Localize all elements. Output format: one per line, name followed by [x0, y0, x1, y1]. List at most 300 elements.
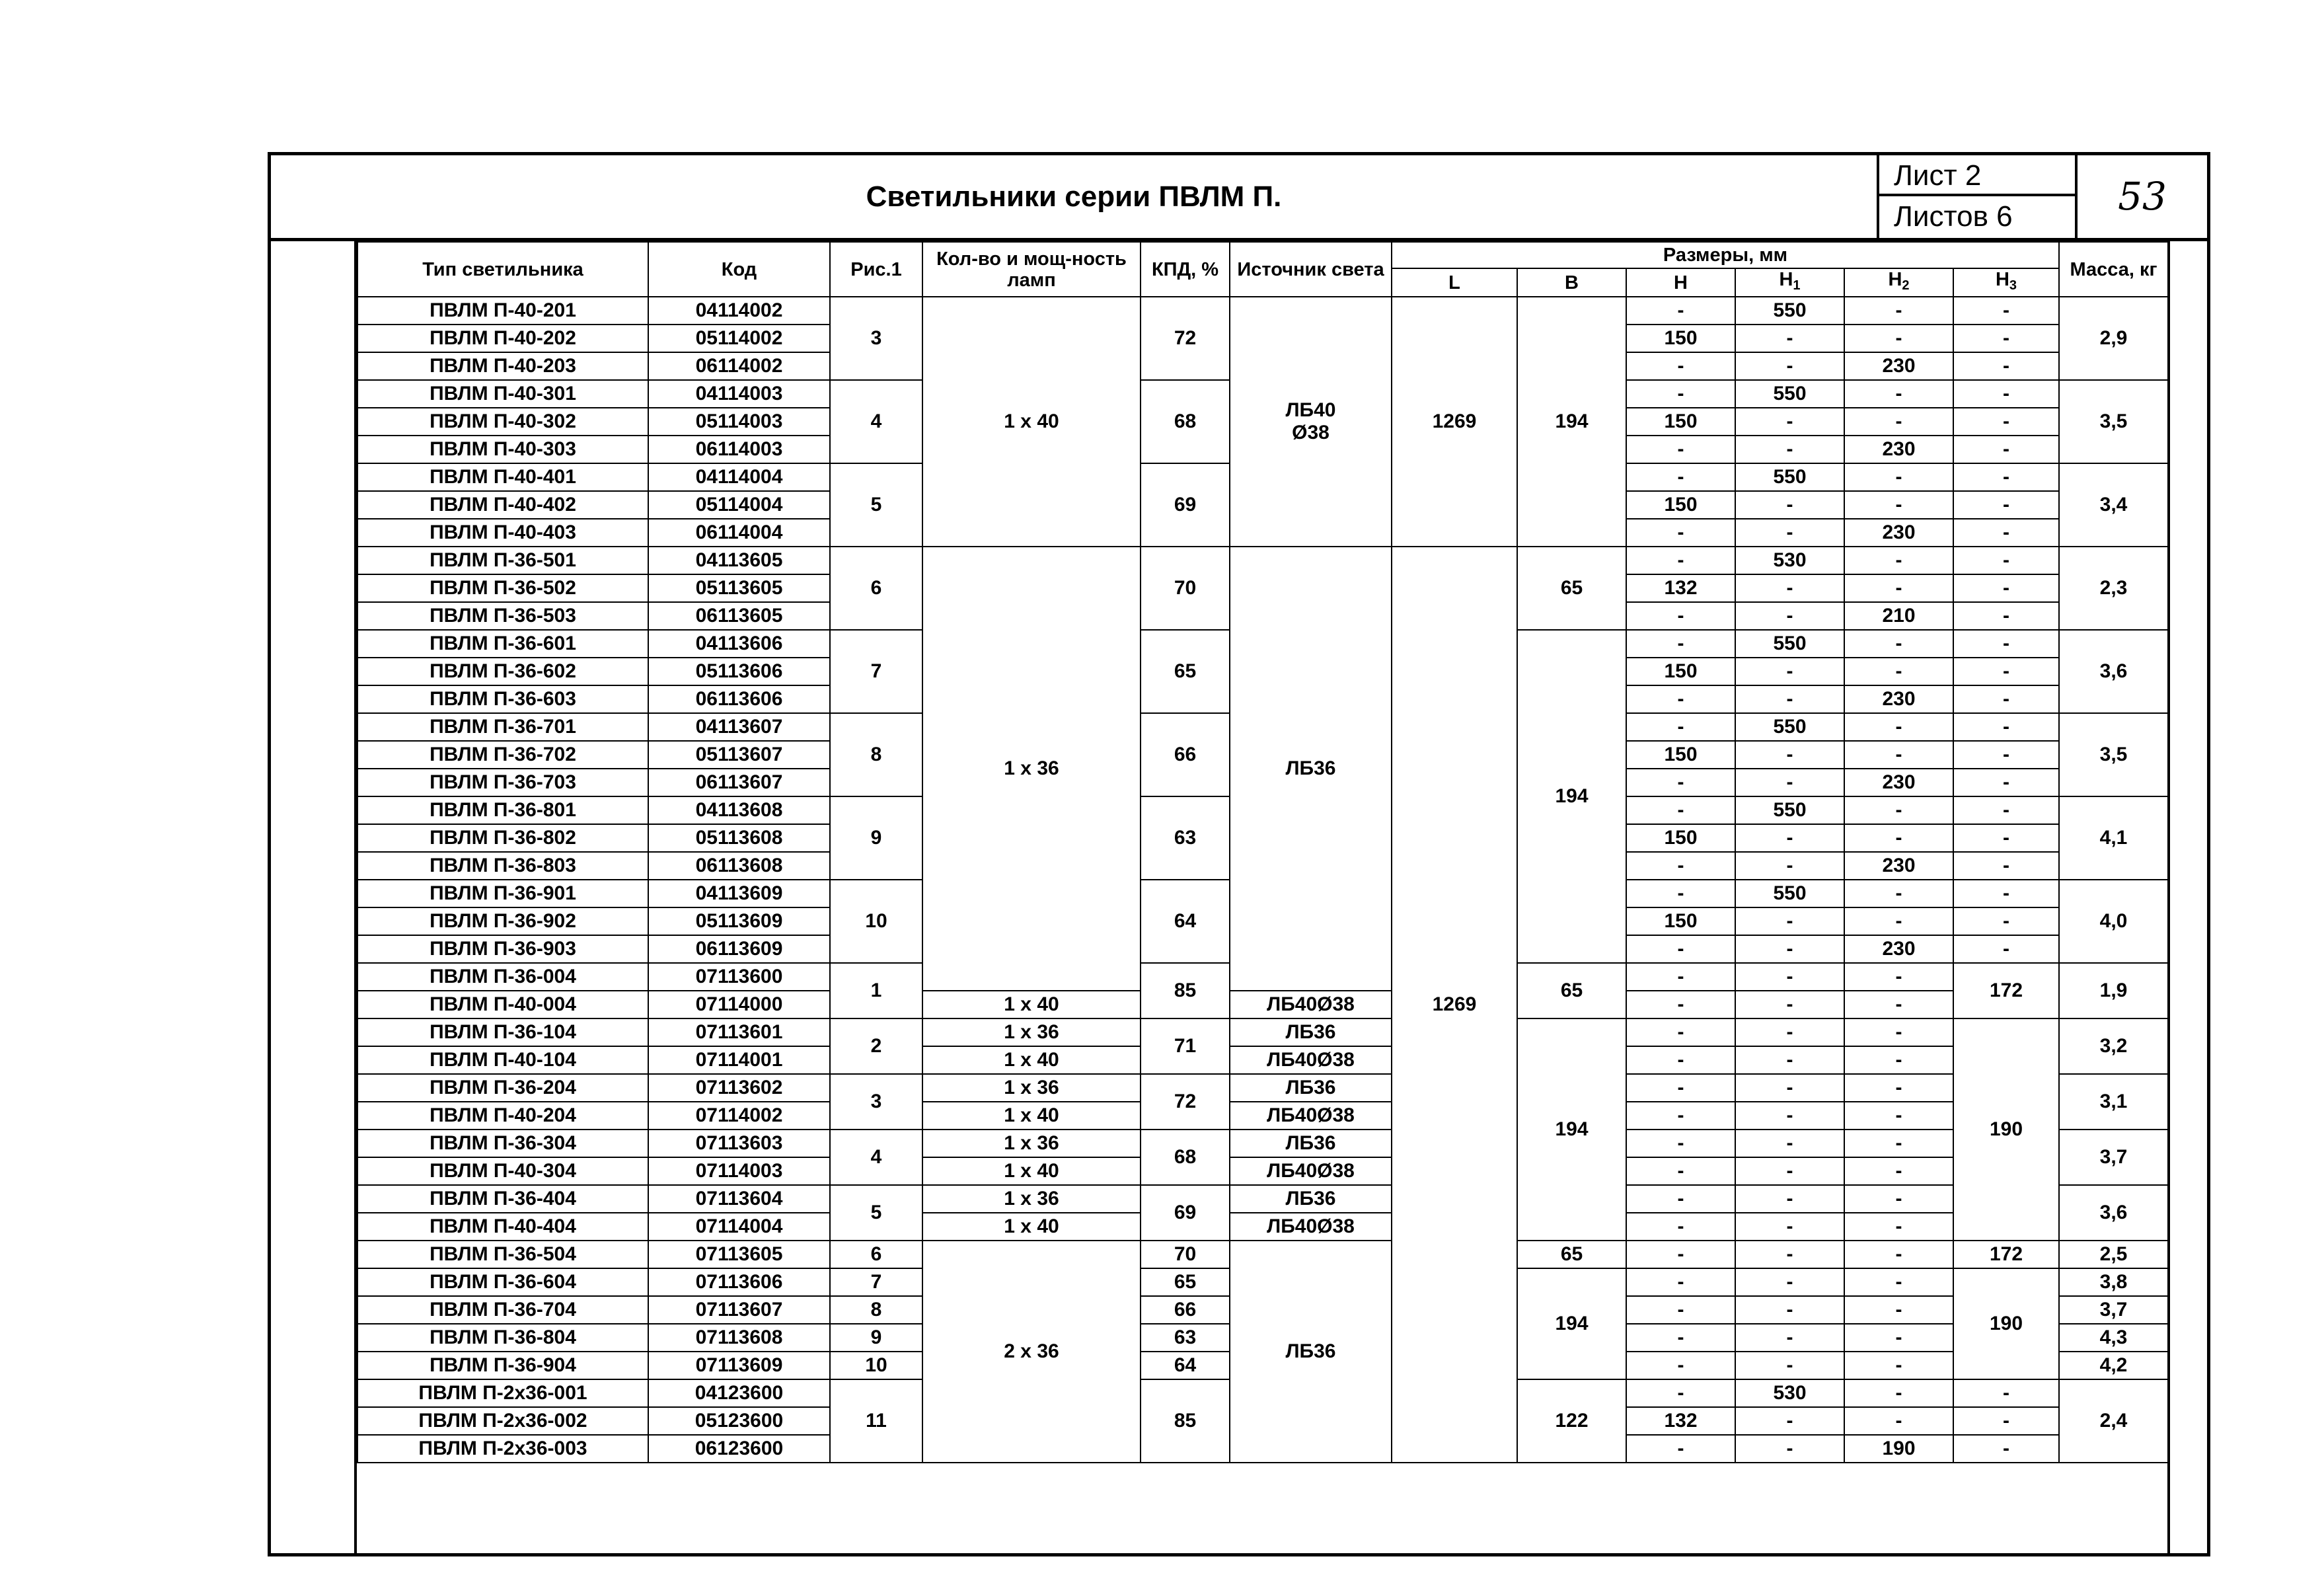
cell-H3: - [1953, 325, 2059, 352]
cell-mass: 3,4 [2059, 463, 2168, 547]
cell-H3: - [1953, 852, 2059, 880]
cell-type: ПВЛМ П-2х36-003 [357, 1435, 648, 1463]
cell-code: 05114002 [648, 325, 830, 352]
cell-B: 194 [1517, 1268, 1626, 1379]
cell-B: 194 [1517, 1018, 1626, 1241]
cell-H2: - [1844, 1407, 1953, 1435]
cell-type: ПВЛМ П-36-104 [357, 1018, 648, 1046]
cell-H: - [1626, 880, 1735, 907]
cell-mass: 2,3 [2059, 547, 2168, 630]
cell-type: ПВЛМ П-40-201 [357, 297, 648, 325]
cell-eff: 64 [1141, 880, 1230, 963]
cell-H1: - [1735, 1241, 1844, 1268]
table-row [357, 297, 2168, 325]
cell-mass: 3,2 [2059, 1018, 2168, 1074]
col-header-B: B [1517, 268, 1626, 297]
cell-H1: - [1735, 991, 1844, 1018]
cell-source: ЛБ40Ø38 [1230, 1102, 1392, 1130]
cell-H1: - [1735, 1296, 1844, 1324]
cell-H: - [1626, 547, 1735, 574]
cell-H: - [1626, 1074, 1735, 1102]
cell-type: ПВЛМ П-36-501 [357, 547, 648, 574]
col-header-code: Код [648, 242, 830, 297]
cell-H1: 550 [1735, 297, 1844, 325]
cell-H3: - [1953, 880, 2059, 907]
cell-H1: - [1735, 1213, 1844, 1241]
cell-lamps: 1 x 40 [922, 1213, 1141, 1241]
cell-H3: - [1953, 547, 2059, 574]
cell-eff: 66 [1141, 1296, 1230, 1324]
cell-type: ПВЛМ П-36-304 [357, 1130, 648, 1157]
cell-H: - [1626, 1046, 1735, 1074]
cell-code: 07113607 [648, 1296, 830, 1324]
cell-eff: 65 [1141, 630, 1230, 713]
cell-H: 150 [1626, 741, 1735, 769]
cell-H: - [1626, 1241, 1735, 1268]
cell-eff: 72 [1141, 297, 1230, 380]
table-body [357, 297, 2168, 1463]
cell-eff: 72 [1141, 1074, 1230, 1130]
cell-source: ЛБ36 [1230, 1018, 1392, 1046]
cell-H3: - [1953, 685, 2059, 713]
cell-H1: - [1735, 658, 1844, 685]
table-row [357, 1018, 2168, 1046]
cell-fig: 7 [830, 630, 922, 713]
cell-code: 07113604 [648, 1185, 830, 1213]
cell-fig: 9 [830, 1324, 922, 1352]
cell-fig: 6 [830, 1241, 922, 1268]
cell-H3: - [1953, 1379, 2059, 1407]
cell-source: ЛБ36 [1230, 1074, 1392, 1102]
cell-code: 06113607 [648, 769, 830, 796]
sheet-label: Лист 2 [1879, 155, 2075, 196]
cell-code: 06123600 [648, 1435, 830, 1463]
page-title: Светильники серии ПВЛМ П. [866, 180, 1282, 213]
cell-H2: - [1844, 1241, 1953, 1268]
cell-H3: 190 [1953, 1268, 2059, 1379]
cell-code: 07114004 [648, 1213, 830, 1241]
cell-type: ПВЛМ П-40-104 [357, 1046, 648, 1074]
cell-lamps: 1 x 40 [922, 297, 1141, 547]
table-row [357, 991, 2168, 1018]
cell-mass: 4,1 [2059, 796, 2168, 880]
cell-code: 06113606 [648, 685, 830, 713]
cell-code: 07113609 [648, 1352, 830, 1379]
cell-lamps: 1 x 36 [922, 547, 1141, 991]
cell-source: ЛБ36 [1230, 1185, 1392, 1213]
cell-mass: 4,2 [2059, 1352, 2168, 1379]
cell-H: - [1626, 602, 1735, 630]
cell-mass: 3,1 [2059, 1074, 2168, 1130]
col-header-type: Тип светильника [357, 242, 648, 297]
cell-code: 04114003 [648, 380, 830, 408]
cell-code: 07113602 [648, 1074, 830, 1102]
col-header-H: H [1626, 268, 1735, 297]
cell-H2: - [1844, 713, 1953, 741]
cell-eff: 70 [1141, 547, 1230, 630]
cell-lamps: 1 x 36 [922, 1074, 1141, 1102]
cell-H: 150 [1626, 408, 1735, 436]
cell-H3: - [1953, 824, 2059, 852]
cell-type: ПВЛМ П-36-703 [357, 769, 648, 796]
cell-H3: - [1953, 463, 2059, 491]
cell-L: 1269 [1392, 297, 1517, 547]
cell-H: 150 [1626, 907, 1735, 935]
cell-code: 04113609 [648, 880, 830, 907]
cell-type: ПВЛМ П-36-004 [357, 963, 648, 991]
sheet-info-box [1877, 155, 2075, 238]
cell-H: - [1626, 1296, 1735, 1324]
cell-code: 07113601 [648, 1018, 830, 1046]
cell-B: 65 [1517, 1241, 1626, 1268]
cell-type: ПВЛМ П-36-602 [357, 658, 648, 685]
cell-code: 07113600 [648, 963, 830, 991]
cell-lamps: 1 x 40 [922, 1157, 1141, 1185]
cell-code: 05114003 [648, 408, 830, 436]
cell-fig: 10 [830, 880, 922, 963]
cell-eff: 85 [1141, 963, 1230, 1018]
cell-H: 150 [1626, 658, 1735, 685]
cell-H1: - [1735, 1185, 1844, 1213]
cell-H3: 190 [1953, 1018, 2059, 1241]
cell-type: ПВЛМ П-36-601 [357, 630, 648, 658]
lamps-header-text: Кол-во и мощ-ность ламп [936, 248, 1127, 291]
cell-type: ПВЛМ П-40-404 [357, 1213, 648, 1241]
h2-index: 2 [1902, 278, 1910, 293]
cell-H: 132 [1626, 1407, 1735, 1435]
cell-eff: 70 [1141, 1241, 1230, 1268]
cell-fig: 8 [830, 1296, 922, 1324]
cell-type: ПВЛМ П-40-202 [357, 325, 648, 352]
cell-H: - [1626, 297, 1735, 325]
cell-mass: 2,9 [2059, 297, 2168, 380]
cell-H2: - [1844, 1130, 1953, 1157]
cell-H: - [1626, 963, 1735, 991]
cell-code: 06113609 [648, 935, 830, 963]
cell-H2: - [1844, 1324, 1953, 1352]
cell-lamps: 1 x 40 [922, 1046, 1141, 1074]
cell-mass: 3,5 [2059, 380, 2168, 463]
cell-H2: 230 [1844, 852, 1953, 880]
cell-B: 65 [1517, 963, 1626, 1018]
cell-B: 194 [1517, 297, 1626, 547]
cell-source: ЛБ40Ø38 [1230, 1213, 1392, 1241]
cell-mass: 3,7 [2059, 1130, 2168, 1185]
cell-type: ПВЛМ П-40-303 [357, 436, 648, 463]
cell-H2: - [1844, 1074, 1953, 1102]
cell-mass: 4,3 [2059, 1324, 2168, 1352]
h2-letter: H [1888, 269, 1902, 290]
cell-eff: 68 [1141, 1130, 1230, 1185]
cell-H1: - [1735, 1074, 1844, 1102]
cell-lamps: 2 x 36 [922, 1241, 1141, 1463]
h1-index: 1 [1793, 278, 1801, 293]
cell-code: 07113603 [648, 1130, 830, 1157]
cell-eff: 65 [1141, 1268, 1230, 1296]
cell-type: ПВЛМ П-40-302 [357, 408, 648, 436]
cell-lamps: 1 x 40 [922, 991, 1141, 1018]
cell-H3: - [1953, 408, 2059, 436]
cell-B: 65 [1517, 547, 1626, 630]
cell-H: - [1626, 935, 1735, 963]
h1-letter: H [1779, 269, 1793, 290]
cell-code: 05123600 [648, 1407, 830, 1435]
cell-H: - [1626, 1268, 1735, 1296]
cell-type: ПВЛМ П-36-803 [357, 852, 648, 880]
cell-H2: - [1844, 547, 1953, 574]
cell-H3: - [1953, 1407, 2059, 1435]
cell-type: ПВЛМ П-40-204 [357, 1102, 648, 1130]
h3-letter: H [1995, 269, 2009, 290]
cell-H2: - [1844, 1296, 1953, 1324]
table-row [357, 1213, 2168, 1241]
cell-type: ПВЛМ П-36-904 [357, 1352, 648, 1379]
page-number: 53 [2075, 155, 2207, 238]
cell-eff: 69 [1141, 1185, 1230, 1241]
cell-type: ПВЛМ П-2х36-001 [357, 1379, 648, 1407]
cell-code: 07114000 [648, 991, 830, 1018]
cell-source: ЛБ40Ø38 [1230, 1046, 1392, 1074]
cell-H2: - [1844, 408, 1953, 436]
cell-type: ПВЛМ П-36-204 [357, 1074, 648, 1102]
cell-code: 04113608 [648, 796, 830, 824]
cell-H1: - [1735, 408, 1844, 436]
cell-H: - [1626, 352, 1735, 380]
col-header-H1 [1735, 268, 1844, 297]
cell-eff: 63 [1141, 1324, 1230, 1352]
cell-H3: 172 [1953, 1241, 2059, 1268]
cell-H: - [1626, 380, 1735, 408]
cell-type: ПВЛМ П-36-804 [357, 1324, 648, 1352]
cell-code: 05113607 [648, 741, 830, 769]
cell-H: - [1626, 1324, 1735, 1352]
cell-H: 132 [1626, 574, 1735, 602]
cell-lamps: 1 x 36 [922, 1018, 1141, 1046]
cell-H: 150 [1626, 824, 1735, 852]
cell-code: 07113608 [648, 1324, 830, 1352]
cell-mass: 3,6 [2059, 1185, 2168, 1241]
cell-H3: - [1953, 491, 2059, 519]
cell-H: - [1626, 1379, 1735, 1407]
cell-H1: 550 [1735, 713, 1844, 741]
cell-fig: 4 [830, 1130, 922, 1185]
luminaire-table [357, 241, 2169, 1463]
cell-H1: - [1735, 1130, 1844, 1157]
cell-mass: 1,9 [2059, 963, 2168, 1018]
cell-H1: - [1735, 1046, 1844, 1074]
cell-mass: 4,0 [2059, 880, 2168, 963]
cell-H: - [1626, 1018, 1735, 1046]
cell-source: ЛБ36 [1230, 1130, 1392, 1157]
cell-H: - [1626, 463, 1735, 491]
col-header-eff [1141, 242, 1230, 297]
cell-H3: - [1953, 769, 2059, 796]
cell-H2: - [1844, 491, 1953, 519]
cell-H1: 530 [1735, 547, 1844, 574]
cell-type: ПВЛМ П-40-301 [357, 380, 648, 408]
cell-H3: - [1953, 1435, 2059, 1463]
cell-H1: - [1735, 602, 1844, 630]
cell-type: ПВЛМ П-36-604 [357, 1268, 648, 1296]
cell-H2: - [1844, 1018, 1953, 1046]
table-row [357, 1130, 2168, 1157]
left-margin [271, 241, 357, 1553]
cell-H1: - [1735, 1407, 1844, 1435]
cell-eff: 63 [1141, 796, 1230, 880]
cell-H2: - [1844, 630, 1953, 658]
cell-H2: - [1844, 1268, 1953, 1296]
cell-H1: - [1735, 1352, 1844, 1379]
cell-H1: - [1735, 325, 1844, 352]
cell-H2: - [1844, 824, 1953, 852]
cell-H: 150 [1626, 491, 1735, 519]
cell-B: 122 [1517, 1379, 1626, 1463]
cell-eff: 69 [1141, 463, 1230, 547]
cell-fig: 5 [830, 463, 922, 547]
cell-type: ПВЛМ П-36-802 [357, 824, 648, 852]
cell-H1: - [1735, 352, 1844, 380]
title-block [271, 155, 2207, 241]
table-row [357, 1185, 2168, 1213]
cell-code: 06114003 [648, 436, 830, 463]
table-row [357, 547, 2168, 574]
col-header-L: L [1392, 268, 1517, 297]
cell-H: - [1626, 1185, 1735, 1213]
cell-source: ЛБ40Ø38 [1230, 991, 1392, 1018]
cell-fig: 2 [830, 1018, 922, 1074]
cell-fig: 6 [830, 547, 922, 630]
cell-H1: 550 [1735, 880, 1844, 907]
col-header-mass [2059, 242, 2168, 297]
cell-H: - [1626, 1157, 1735, 1185]
cell-H3: - [1953, 519, 2059, 547]
cell-H: - [1626, 436, 1735, 463]
cell-H3: - [1953, 658, 2059, 685]
cell-type: ПВЛМ П-36-702 [357, 741, 648, 769]
cell-eff: 66 [1141, 713, 1230, 796]
cell-H2: - [1844, 880, 1953, 907]
cell-H3: - [1953, 796, 2059, 824]
col-header-lamps [922, 242, 1141, 297]
cell-code: 04114002 [648, 297, 830, 325]
cell-H1: - [1735, 1435, 1844, 1463]
cell-H: - [1626, 1352, 1735, 1379]
cell-H3: - [1953, 630, 2059, 658]
cell-code: 04123600 [648, 1379, 830, 1407]
cell-code: 04113607 [648, 713, 830, 741]
cell-H2: - [1844, 1213, 1953, 1241]
cell-H1: - [1735, 1018, 1844, 1046]
cell-H1: - [1735, 436, 1844, 463]
mass-header-text: Масса, кг [2070, 258, 2157, 280]
cell-H2: - [1844, 297, 1953, 325]
cell-type: ПВЛМ П-36-902 [357, 907, 648, 935]
cell-mass: 3,7 [2059, 1296, 2168, 1324]
cell-mass: 2,4 [2059, 1379, 2168, 1463]
cell-H3: - [1953, 352, 2059, 380]
cell-fig: 1 [830, 963, 922, 1018]
cell-mass: 3,6 [2059, 630, 2168, 713]
cell-source: ЛБ36 [1230, 1241, 1392, 1463]
cell-code: 07113605 [648, 1241, 830, 1268]
cell-type: ПВЛМ П-36-502 [357, 574, 648, 602]
cell-code: 06114002 [648, 352, 830, 380]
cell-H1: - [1735, 519, 1844, 547]
cell-H: - [1626, 519, 1735, 547]
cell-H1: - [1735, 1324, 1844, 1352]
cell-fig: 3 [830, 1074, 922, 1130]
cell-code: 05113609 [648, 907, 830, 935]
cell-H: - [1626, 1213, 1735, 1241]
cell-type: ПВЛМ П-36-603 [357, 685, 648, 713]
cell-fig: 11 [830, 1379, 922, 1463]
cell-H1: - [1735, 741, 1844, 769]
cell-type: ПВЛМ П-36-404 [357, 1185, 648, 1213]
cell-type: ПВЛМ П-2х36-002 [357, 1407, 648, 1435]
cell-type: ПВЛМ П-36-503 [357, 602, 648, 630]
cell-eff: 85 [1141, 1379, 1230, 1463]
cell-H1: - [1735, 491, 1844, 519]
cell-H2: - [1844, 1157, 1953, 1185]
cell-code: 07114002 [648, 1102, 830, 1130]
cell-H2: 230 [1844, 769, 1953, 796]
cell-H2: - [1844, 796, 1953, 824]
cell-H2: - [1844, 963, 1953, 991]
cell-code: 06113608 [648, 852, 830, 880]
cell-H2: - [1844, 1185, 1953, 1213]
source-header-text: Источник света [1237, 258, 1384, 280]
cell-type: ПВЛМ П-40-203 [357, 352, 648, 380]
cell-H2: 230 [1844, 352, 1953, 380]
cell-fig: 7 [830, 1268, 922, 1296]
cell-H1: - [1735, 824, 1844, 852]
cell-fig: 4 [830, 380, 922, 463]
cell-lamps: 1 x 40 [922, 1102, 1141, 1130]
cell-source: ЛБ40Ø38 [1230, 1157, 1392, 1185]
cell-code: 04113605 [648, 547, 830, 574]
cell-H: - [1626, 1130, 1735, 1157]
cell-H: 150 [1626, 325, 1735, 352]
cell-H2: - [1844, 907, 1953, 935]
cell-code: 07114001 [648, 1046, 830, 1074]
cell-eff: 68 [1141, 380, 1230, 463]
cell-H1: - [1735, 852, 1844, 880]
table-row [357, 1157, 2168, 1185]
cell-H1: - [1735, 907, 1844, 935]
cell-H1: 550 [1735, 630, 1844, 658]
cell-type: ПВЛМ П-40-004 [357, 991, 648, 1018]
cell-H: - [1626, 713, 1735, 741]
cell-type: ПВЛМ П-36-701 [357, 713, 648, 741]
cell-H: - [1626, 796, 1735, 824]
cell-H: - [1626, 685, 1735, 713]
cell-H2: - [1844, 1352, 1953, 1379]
cell-code: 05113606 [648, 658, 830, 685]
cell-H3: - [1953, 436, 2059, 463]
cell-H2: - [1844, 658, 1953, 685]
col-header-H2 [1844, 268, 1953, 297]
cell-H1: - [1735, 935, 1844, 963]
cell-eff: 64 [1141, 1352, 1230, 1379]
cell-fig: 8 [830, 713, 922, 796]
cell-code: 05113605 [648, 574, 830, 602]
cell-H2: - [1844, 741, 1953, 769]
table-row [357, 1102, 2168, 1130]
cell-B: 194 [1517, 630, 1626, 963]
cell-code: 06114004 [648, 519, 830, 547]
cell-H2: 230 [1844, 519, 1953, 547]
cell-code: 05114004 [648, 491, 830, 519]
